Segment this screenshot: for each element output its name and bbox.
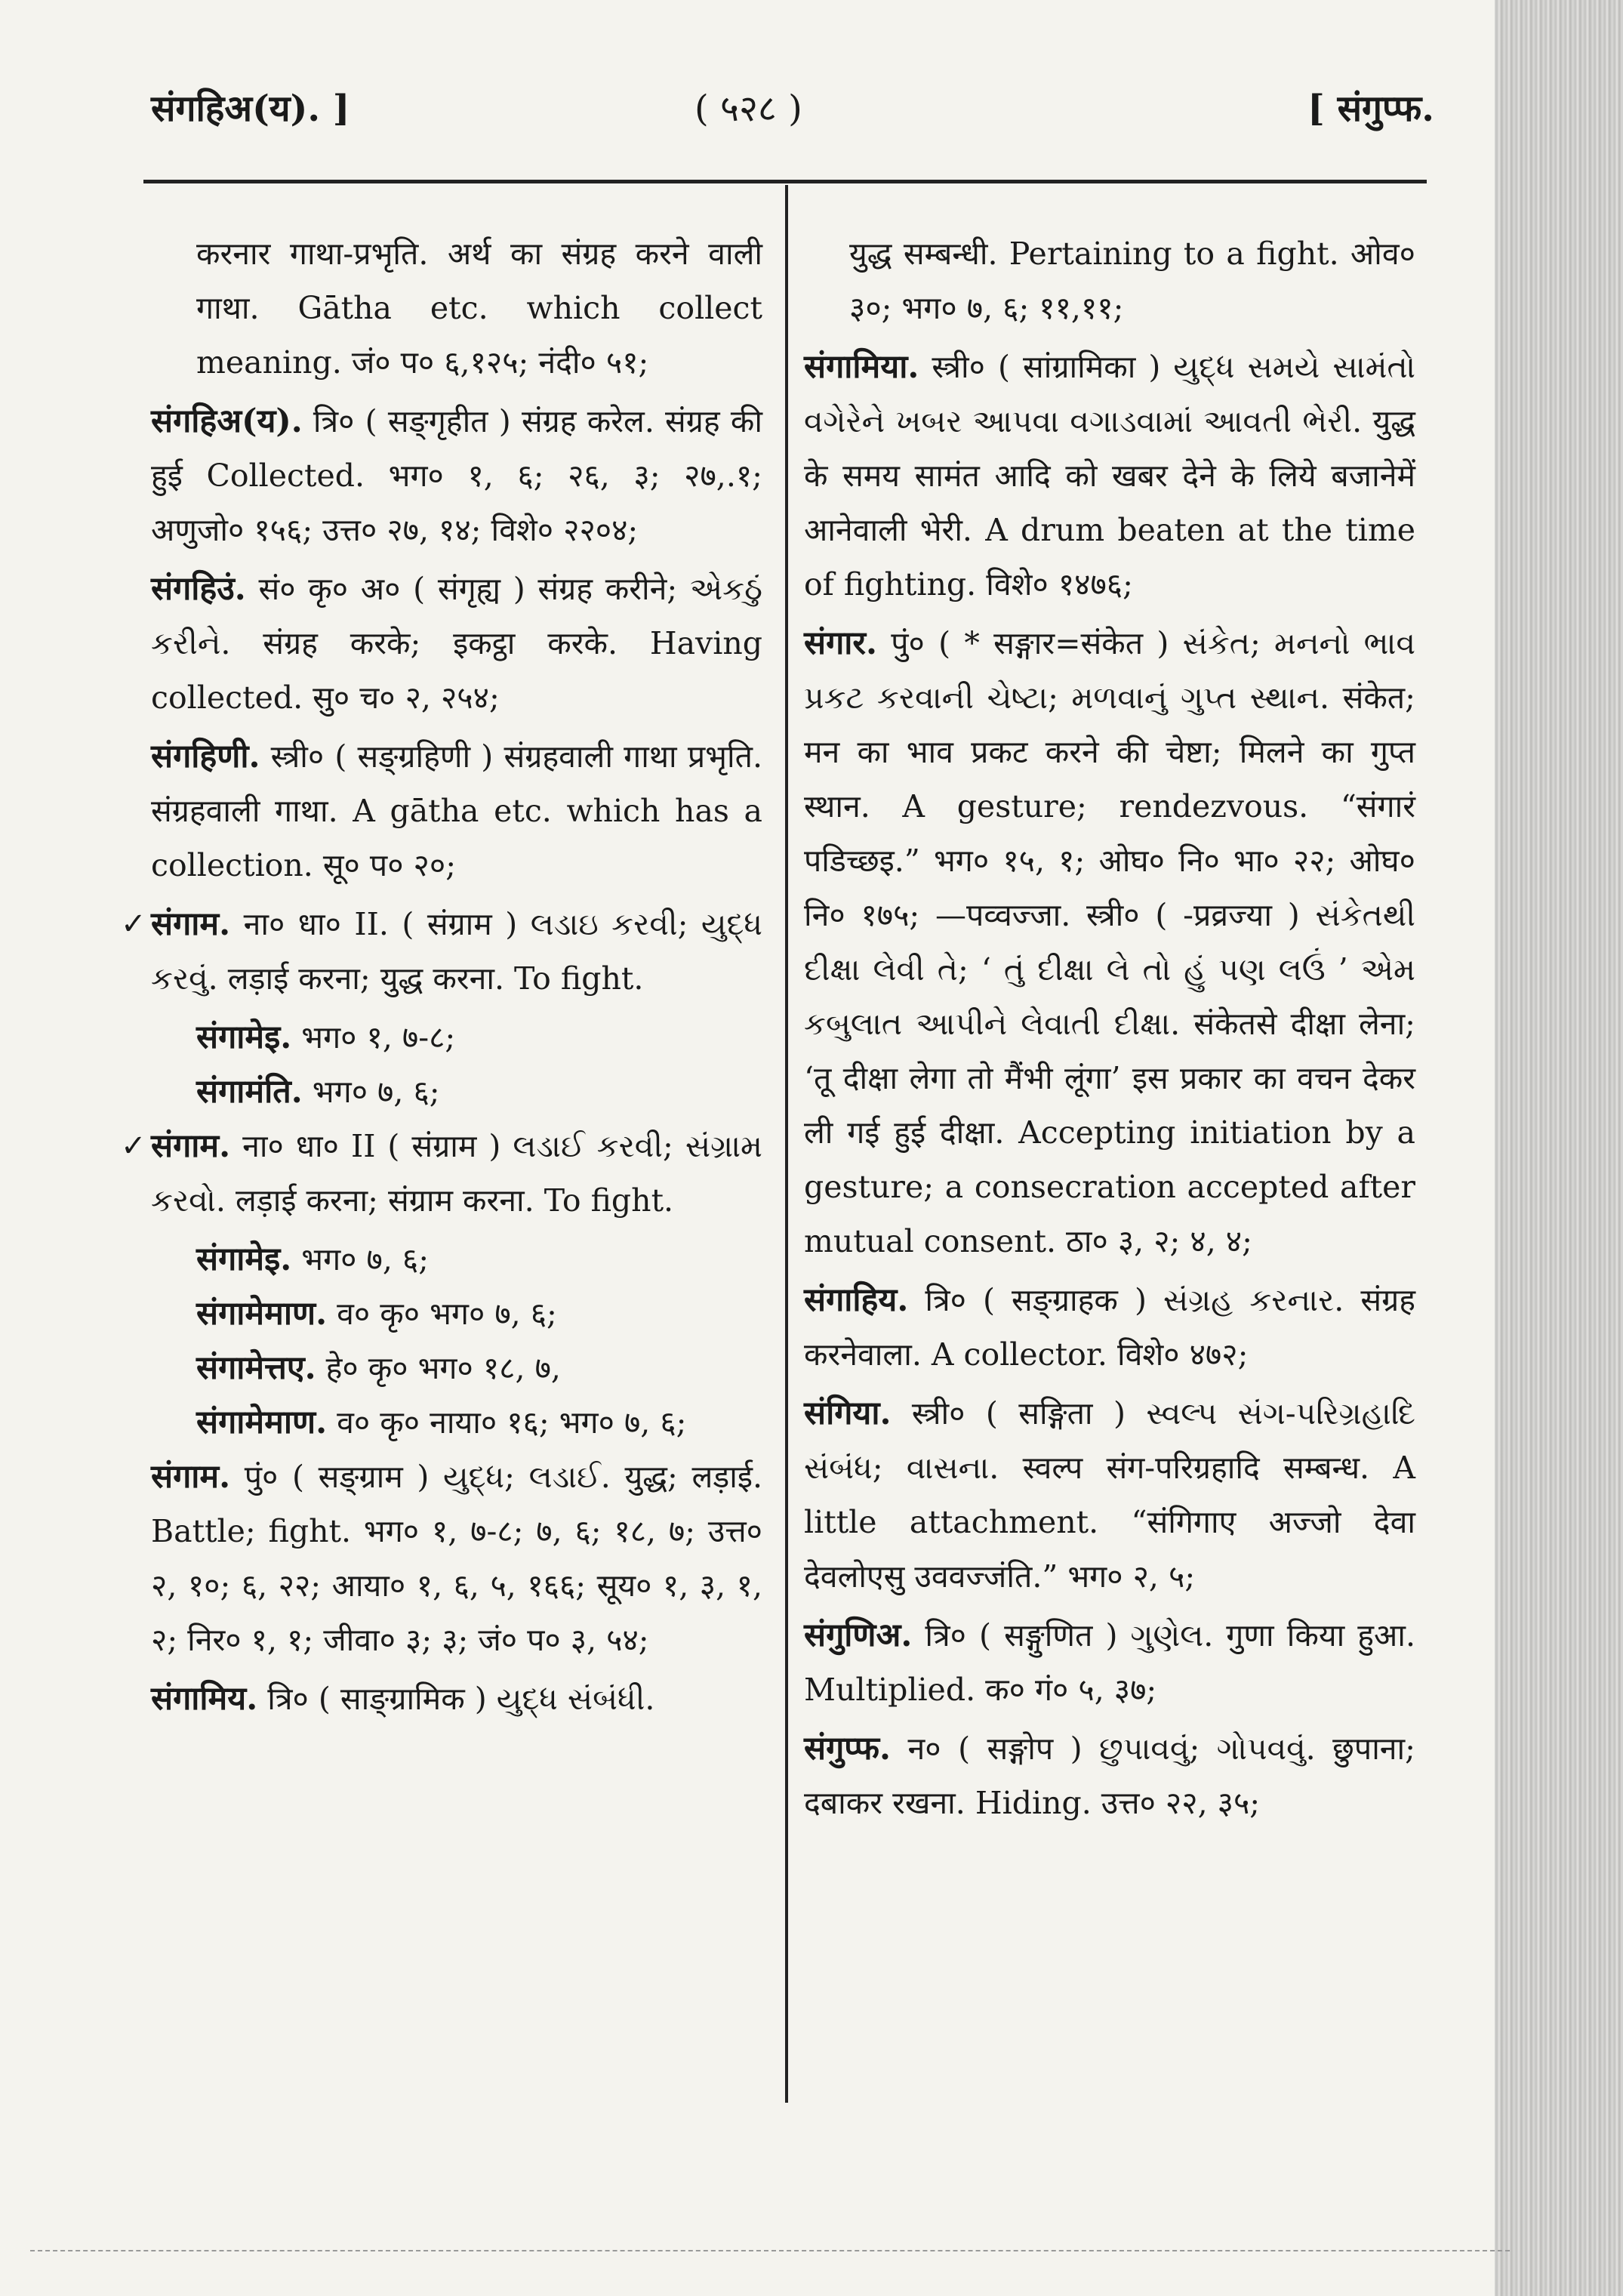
dictionary-entry — [151, 227, 762, 390]
page-number: ( ५२८ ) — [694, 88, 802, 130]
entry-text: पुं० ( * सङ्गार=संकेत ) સંકેત; મનનો ભાવ પ્રકટ કરવાની ચેષ્ટા; મળવાનું ગુપ્ત સ્થાન. संकेत; मन का भाव प्रकट करने की चेष्टा; मिलने का गुप्त स्थान. A gesture; rendezvous. “संगारं पडिच्छइ.” भग० १५, १; ओघ० नि० भा० २२; ओघ० नि० १७५; —पव्वज्जा. स्त्री० ( -प्रव्रज्या ) સંકેતથી દીક્ષા લેવી તે; ‘ તું દીક્ષા લે તો હું પણ લઉં ’ એમ કબુલાત આપીને લેવાતી દીક્ષા. संकेतसे दीक्षा लेना; ‘तू दीक्षा लेगा तो मैंभी लूंगा’ इस प्रकार का वचन देकर ली गई हुई दीक्षा. Accepting initiation by a gesture; a consecration accepted after mutual consent. ठा० ३, २; ४, ४; — [804, 625, 1415, 1259]
entry-headword: संगाम. — [151, 905, 231, 943]
entry-text: सं० कृ० अ० ( संगृह्य ) संग्रह करीने; એકઠું કરીને. संग्रह करके; इकट्ठा करके. Having collected. सु० च० २, २५४; — [151, 571, 762, 716]
entry-text: व० कृ० भग० ७, ६; — [337, 1296, 557, 1332]
dictionary-subentry — [151, 1341, 762, 1395]
header-right-guideword: [ संगुप्फ. — [1307, 88, 1434, 130]
dictionary-entry — [151, 1450, 762, 1667]
left-column — [121, 227, 762, 1730]
entry-text: स्त्री० ( सांग्रामिका ) યુદ્ધ સમયે સામંતો વગેરેને ખબર આપવા વગાડવામાં આવતી ભેરી. युद्ध के समय सामंत आदि को खबर देने के लिये बजानेमें आनेवाली भेरी. A drum beaten at the time of fighting. विशे० १४७६; — [804, 349, 1415, 603]
entry-text: त्रि० ( सङ्गृहीत ) संग्रह करेल. संग्रह की हुई Collected. भग० १, ६; २६, ३; २७,.१; अणुजो० १५६; उत्त० २७, १४; विशे० २२०४; — [151, 403, 762, 548]
entry-headword: संगहिअ(य). — [151, 402, 303, 440]
dictionary-entry — [804, 1608, 1415, 1717]
entry-text: त्रि० ( सङ्ग्राहक ) સંગ્રહ કરનાર. संग्रह करनेवाला. A collector. विशे० ४७२; — [804, 1282, 1415, 1373]
dictionary-entry — [804, 1386, 1415, 1604]
entry-text: पुं० ( सङ्ग्राम ) યુદ્ધ; લડાઈ. युद्ध; लड़ाई. Battle; fight. भग० १, ७-८; ७, ६; १८, ७; उत्त० २, १०; ६, २२; आया० १, ६, ५, १६६; सूय० १, ३, १, २; निर० १, १; जीवा० ३; ३; जं० प० ३, ५४; — [151, 1459, 762, 1658]
page-bottom-edge — [30, 2250, 1510, 2251]
dictionary-entry — [804, 1721, 1415, 1830]
entry-text: व० कृ० नाया० १६; भग० ७, ६; — [337, 1404, 687, 1441]
entry-headword: संगहिणी. — [151, 738, 260, 775]
dictionary-subentry — [151, 1010, 762, 1065]
page-edge-shadow — [1495, 0, 1623, 2296]
entry-text: भग० १, ७-८; — [301, 1019, 456, 1056]
entry-text: स्त्री० ( सङ्गिता ) સ્વલ્પ સંગ-પરિગ્રહાદિ સંબંધ; વાસના. स्वल्प संग-परिग्रहादि सम्बन्ध. A little attachment. “संगिगाए अज्जो देवा देवलोएसु उववज्जंति.” भग० २, ५; — [804, 1395, 1415, 1595]
header-left-guideword: संगहिअ(य). ] — [151, 88, 350, 130]
dictionary-subentry — [151, 1232, 762, 1287]
entry-headword: संगामिया. — [804, 348, 919, 386]
entry-text: भग० ७, ६; — [301, 1241, 430, 1277]
dictionary-entry — [804, 616, 1415, 1268]
dictionary-entry — [151, 729, 762, 892]
entry-text: त्रि० ( सङ्गुणित ) ગુણેલ. गुणा किया हुआ. Multiplied. क० गं० ५, ३७; — [804, 1617, 1415, 1708]
entry-headword: संगुप्फ. — [804, 1730, 892, 1767]
entry-headword: संगाहिय. — [804, 1281, 909, 1319]
entry-text: स्त्री० ( सङ्ग्रहिणी ) संग्रहवाली गाथा प्रभृति. संग्रहवाली गाथा. A gātha etc. which has a collection. सू० प० २०; — [151, 738, 762, 883]
dictionary-entry — [151, 562, 762, 725]
entry-headword: संगामेइ. — [196, 1019, 292, 1056]
entry-text: करनार गाथा-प्रभृति. अर्थ का संग्रह करने वाली गाथा. Gātha etc. which collect meaning. जं० प० ६,१२५; नंदी० ५१; — [196, 236, 762, 381]
entry-headword: संगामिय. — [151, 1680, 258, 1718]
dictionary-subentry — [151, 1065, 762, 1119]
entry-text: हे० कृ० भग० १८, ७, — [325, 1350, 561, 1386]
entry-headword: संगामंति. — [196, 1073, 303, 1111]
entry-text: न० ( सङ्गोप ) છુપાવવું; ગોપવવું. छुपाना; दबाकर रखना. Hiding. उत्त० २२, ३५; — [804, 1730, 1415, 1821]
dictionary-entry — [121, 897, 762, 1006]
entry-text: भग० ७, ६; — [312, 1074, 440, 1110]
column-divider — [785, 185, 788, 2103]
entry-text: युद्ध सम्बन्धी. Pertaining to a fight. ओव० ३०; भग० ७, ६; ११,११; — [849, 236, 1415, 326]
dictionary-subentry — [151, 1395, 762, 1450]
entry-headword: संगार. — [804, 624, 877, 662]
entry-headword: संगाम. — [151, 1127, 231, 1165]
dictionary-entry — [804, 1273, 1415, 1382]
entry-text: ना० धा० II ( संग्राम ) લડાઈ કરવી; સંગ્રામ કરવો. लड़ाई करना; संग्राम करना. To fight. — [151, 1128, 762, 1219]
page-header — [151, 83, 1434, 143]
entry-headword: संगहिउं. — [151, 570, 246, 608]
dictionary-entry — [151, 1672, 762, 1726]
header-rule — [143, 180, 1427, 183]
right-column — [804, 227, 1415, 1835]
entry-headword: संगामेत्तए. — [196, 1349, 316, 1387]
dictionary-entry — [804, 340, 1415, 612]
entry-headword: संगामेमाण. — [196, 1404, 328, 1441]
entry-headword: संगुणिअ. — [804, 1616, 913, 1654]
dictionary-subentry — [151, 1287, 762, 1341]
dictionary-entry — [804, 227, 1415, 335]
dictionary-entry — [151, 394, 762, 557]
check-mark-icon: ✓ — [121, 907, 146, 942]
entry-headword: संगिया. — [804, 1395, 892, 1432]
dictionary-entry — [121, 1119, 762, 1228]
entry-headword: संगामेइ. — [196, 1240, 292, 1278]
entry-headword: संगामेमाण. — [196, 1295, 328, 1333]
entry-text: ना० धा० II. ( संग्राम ) લડાઇ કરવી; યુદ્ધ કરવું. लड़ाई करना; युद्ध करना. To fight. — [151, 906, 762, 997]
entry-text: त्रि० ( साङ्ग्रामिक ) યુદ્ધ સંબંધી. — [267, 1681, 655, 1717]
entry-headword: संगाम. — [151, 1458, 231, 1496]
check-mark-icon: ✓ — [121, 1129, 146, 1163]
